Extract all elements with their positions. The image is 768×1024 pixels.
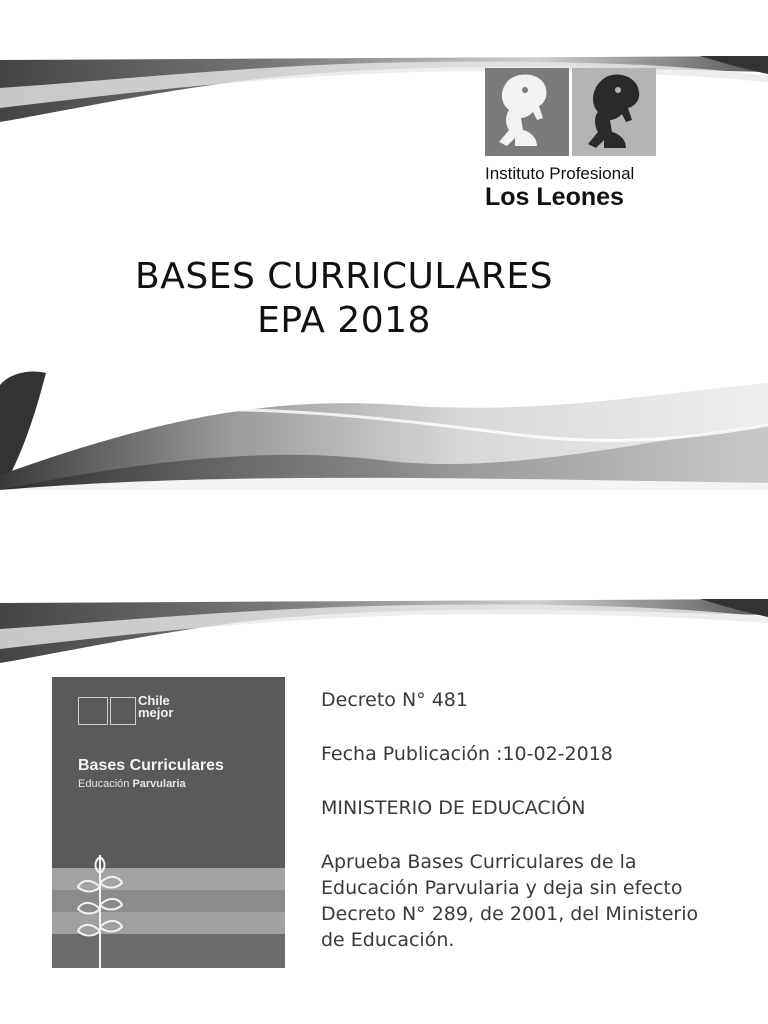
government-seal-icon [78,697,108,725]
chile-mejor-brand [138,695,173,719]
institute-logo [485,68,660,213]
lion-crest-left [485,68,569,156]
cover-subtitle [78,778,186,790]
ministry-name: MINISTERIO DE EDUCACIÓN [321,797,586,819]
title-slide [0,0,768,490]
content-slide [0,540,768,1024]
title-line1: BASES CURRICULARES [135,256,553,297]
decree-number: Decreto N° 481 [321,689,468,711]
logo-line1: Instituto Profesional [485,164,635,183]
lion-crest-right [572,68,656,156]
ministry-seal-icon [110,697,136,725]
cover-subtitle-light: Educación [78,778,130,790]
brand-line2: mejor [138,705,174,720]
slide-gap [0,490,768,540]
brand-line1: Chile [138,693,170,708]
slide-title [0,255,688,343]
cover-subtitle-bold: Parvularia [132,778,186,790]
plant-sprout-icon [72,847,132,968]
lion-icon [485,68,569,156]
logo-line2: Los Leones [485,183,624,211]
cover-title: Bases Curriculares [78,757,224,774]
decree-description: Aprueba Bases Curriculares de la Educación Parvularia y deja sin efecto Decreto N° 289, de 2001, del Ministerio de Educación. [321,851,699,951]
bottom-wave-decoration [0,365,768,490]
book-cover-image [52,677,285,968]
lion-icon [572,68,656,156]
publication-date: Fecha Publicación :10-02-2018 [321,743,613,765]
top-wave-decoration [0,595,768,670]
title-line2: EPA 2018 [257,300,431,341]
